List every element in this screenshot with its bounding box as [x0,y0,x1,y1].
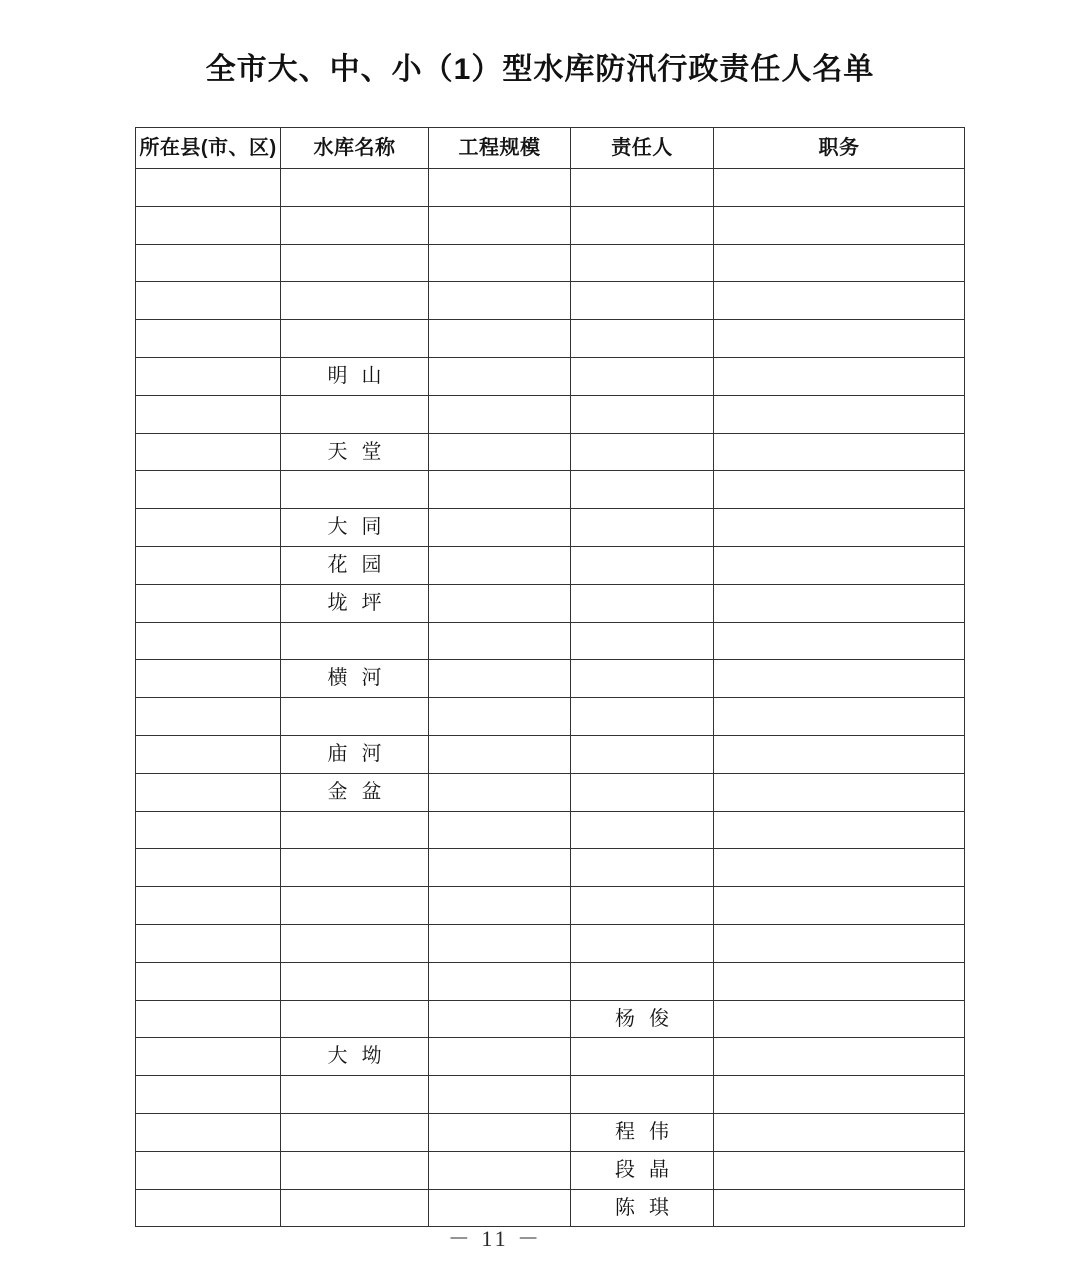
roster-table-container [135,127,964,1227]
cell-county [136,698,281,736]
cell-reservoir: 金盆 [281,773,429,811]
table-row [136,811,965,849]
cell-scale [429,395,571,433]
cell-scale [429,509,571,547]
cell-county [136,509,281,547]
table-row [136,1076,965,1114]
cell-person: 陈琪 [571,1189,714,1227]
table-row [136,1000,965,1038]
cell-scale [429,1038,571,1076]
cell-scale [429,1151,571,1189]
cell-county [136,546,281,584]
cell-county [136,169,281,207]
cell-scale [429,962,571,1000]
cell-reservoir [281,811,429,849]
cell-scale [429,811,571,849]
cell-county [136,320,281,358]
cell-scale [429,584,571,622]
cell-reservoir [281,698,429,736]
cell-county [136,395,281,433]
table-row [136,395,965,433]
column-header-scale: 工程规模 [429,128,571,169]
cell-county [136,962,281,1000]
cell-reservoir [281,1076,429,1114]
cell-scale [429,698,571,736]
cell-scale [429,887,571,925]
cell-position [714,433,965,471]
table-row [136,1038,965,1076]
table-row [136,1113,965,1151]
cell-position [714,509,965,547]
cell-position [714,1113,965,1151]
cell-county [136,887,281,925]
table-row [136,660,965,698]
cell-scale [429,924,571,962]
cell-scale [429,206,571,244]
cell-county [136,584,281,622]
table-row [136,698,965,736]
cell-scale [429,1113,571,1151]
cell-reservoir [281,962,429,1000]
column-header-person: 责任人 [571,128,714,169]
cell-reservoir [281,244,429,282]
table-body [136,169,965,1227]
cell-scale [429,1076,571,1114]
cell-county [136,1076,281,1114]
table-row [136,773,965,811]
cell-person [571,206,714,244]
cell-scale [429,735,571,773]
cell-county [136,773,281,811]
cell-reservoir: 明山 [281,357,429,395]
table-row [136,887,965,925]
cell-county [136,244,281,282]
cell-reservoir [281,282,429,320]
cell-position [714,735,965,773]
cell-person [571,546,714,584]
cell-county [136,1000,281,1038]
cell-position [714,849,965,887]
cell-reservoir [281,924,429,962]
cell-county [136,282,281,320]
table-row [136,244,965,282]
cell-person [571,320,714,358]
cell-position [714,546,965,584]
cell-scale [429,773,571,811]
table-header [136,128,965,169]
cell-reservoir [281,887,429,925]
cell-person [571,735,714,773]
cell-scale [429,546,571,584]
cell-position [714,320,965,358]
cell-position [714,244,965,282]
table-row [136,962,965,1000]
table-row [136,1151,965,1189]
cell-person: 杨俊 [571,1000,714,1038]
cell-scale [429,320,571,358]
cell-reservoir [281,169,429,207]
cell-position [714,1000,965,1038]
cell-county [136,622,281,660]
cell-scale [429,471,571,509]
cell-position [714,924,965,962]
cell-scale [429,1000,571,1038]
cell-county [136,1113,281,1151]
cell-scale [429,660,571,698]
cell-position [714,357,965,395]
cell-reservoir: 垅坪 [281,584,429,622]
cell-person [571,622,714,660]
cell-person [571,1076,714,1114]
cell-person [571,584,714,622]
cell-reservoir [281,395,429,433]
cell-position [714,773,965,811]
table-row [136,320,965,358]
table-row [136,849,965,887]
cell-person: 段晶 [571,1151,714,1189]
cell-county [136,924,281,962]
cell-county [136,811,281,849]
cell-position [714,1151,965,1189]
cell-position [714,169,965,207]
cell-person [571,433,714,471]
cell-county [136,357,281,395]
cell-reservoir [281,1151,429,1189]
cell-position [714,698,965,736]
cell-reservoir [281,1113,429,1151]
cell-scale [429,244,571,282]
cell-position [714,887,965,925]
cell-position [714,811,965,849]
cell-reservoir: 庙河 [281,735,429,773]
column-header-position: 职务 [714,128,965,169]
cell-person [571,660,714,698]
table-row [136,471,965,509]
table-header-row [136,128,965,169]
table-row [136,282,965,320]
column-header-county: 所在县(市、区) [136,128,281,169]
table-row [136,584,965,622]
cell-person [571,811,714,849]
cell-reservoir: 天堂 [281,433,429,471]
cell-reservoir: 横河 [281,660,429,698]
table-row [136,357,965,395]
cell-person [571,849,714,887]
cell-person [571,698,714,736]
cell-scale [429,433,571,471]
page-number: － 11 － [447,1226,543,1251]
cell-person [571,887,714,925]
cell-position [714,962,965,1000]
table-row [136,169,965,207]
cell-reservoir: 大同 [281,509,429,547]
table-row [136,622,965,660]
cell-reservoir: 大坳 [281,1038,429,1076]
cell-person [571,169,714,207]
cell-reservoir [281,206,429,244]
cell-position [714,622,965,660]
cell-county [136,471,281,509]
cell-reservoir [281,320,429,358]
table-row [136,735,965,773]
cell-scale [429,282,571,320]
cell-position [714,1076,965,1114]
cell-scale [429,622,571,660]
cell-person [571,962,714,1000]
cell-person [571,395,714,433]
cell-county [136,849,281,887]
cell-county [136,735,281,773]
cell-person [571,471,714,509]
cell-position [714,1038,965,1076]
cell-person [571,509,714,547]
cell-reservoir [281,1000,429,1038]
column-header-reservoir: 水库名称 [281,128,429,169]
cell-position [714,206,965,244]
cell-county [136,660,281,698]
cell-position [714,282,965,320]
reservoir-responsibility-table [135,127,965,1227]
cell-reservoir [281,622,429,660]
cell-county [136,206,281,244]
cell-person [571,1038,714,1076]
cell-position [714,471,965,509]
table-row [136,546,965,584]
cell-county [136,433,281,471]
cell-reservoir [281,849,429,887]
page-title: 全市大、中、小（1）型水库防汛行政责任人名单 [205,53,875,86]
cell-county [136,1038,281,1076]
cell-person [571,924,714,962]
cell-reservoir: 花园 [281,546,429,584]
cell-position [714,395,965,433]
cell-reservoir [281,471,429,509]
table-row [136,509,965,547]
cell-position [714,584,965,622]
cell-scale [429,849,571,887]
cell-scale [429,357,571,395]
cell-person [571,773,714,811]
cell-person [571,357,714,395]
table-row [136,206,965,244]
cell-person [571,244,714,282]
table-row [136,924,965,962]
cell-scale [429,169,571,207]
cell-county [136,1151,281,1189]
cell-person [571,282,714,320]
cell-position [714,660,965,698]
cell-person: 程伟 [571,1113,714,1151]
table-row [136,433,965,471]
